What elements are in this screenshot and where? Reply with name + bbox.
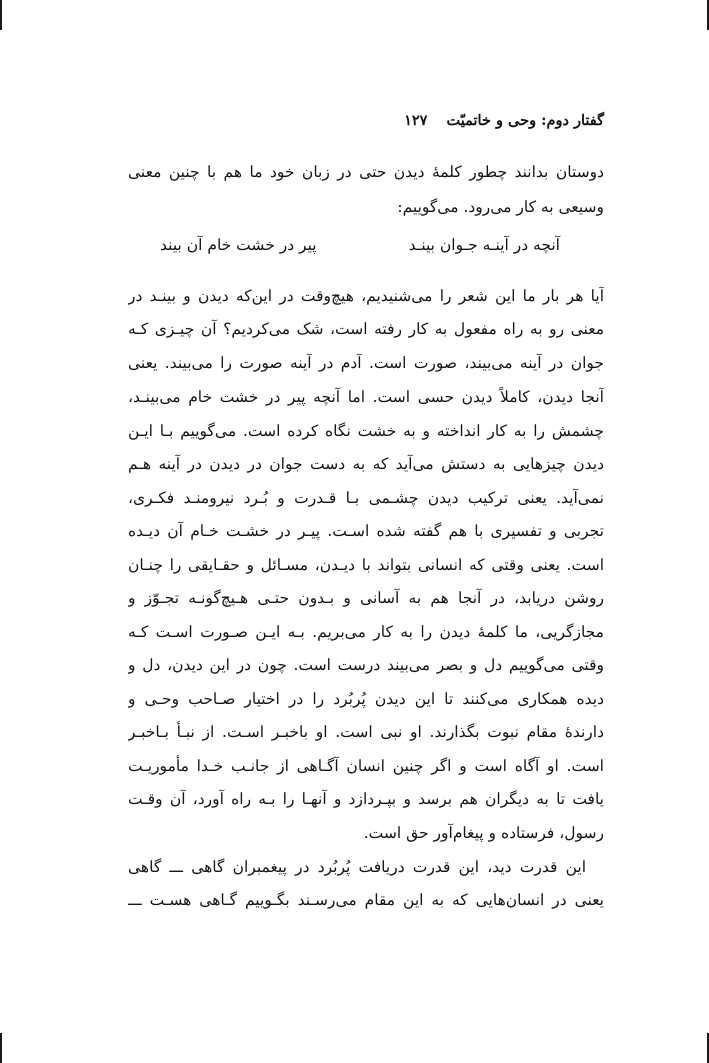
text-line: جوان در آینه می‌بیند، صورت است. آدم در آینه صورت را می‌بیند. یعنی bbox=[128, 354, 604, 372]
text-line: دارندۀ مقام نبوت بگذارند. او نبی است. او باخبـر اسـت. از نبـأ بـاخبـر bbox=[128, 723, 604, 741]
text-line: دوستان بدانند چطور کلمۀ دیدن حتی در زبان خود ما هم با چنین معنی bbox=[128, 163, 604, 181]
poem-verse bbox=[160, 232, 560, 258]
text-line: یافت تا به دیگران هم برسد و بپـردازد و آنهـا را بـه راه آورد، آن وقـت bbox=[128, 790, 604, 808]
text-line: تجربی و تفسیری با هم گفته شده اسـت. پیـر در خشـت خـام آن دیـده bbox=[128, 522, 604, 540]
text-line: وسیعی به کار می‌رود. می‌گوییم: bbox=[397, 198, 604, 216]
crop-mark-top-left bbox=[0, 0, 2, 30]
text-line: معنی رو به راه مفعول به کار رفته است، شک می‌کردیم؟ آن چیـزی کـه bbox=[128, 320, 604, 338]
verse-hemistich-1: آنچه در آینـه جـوان بینـد bbox=[408, 236, 560, 254]
running-head bbox=[404, 112, 604, 129]
page-number: ۱۲۷ bbox=[404, 112, 428, 129]
text-line: است. یعنی وقتی که انسانی بتواند با دیـدن، مسـائل و حقـایقی را چنـان bbox=[128, 556, 604, 574]
crop-mark-bottom-left bbox=[0, 1033, 2, 1063]
text-line: مجازگریی، ما کلمۀ دیدن را به کار می‌بریم. بـه ایـن صـورت اسـت کـه bbox=[128, 623, 604, 641]
text-line: این قدرت دید، این قدرت دریافت پُربُرد در پیغمبران گاهی ـــ گاهی bbox=[128, 858, 586, 876]
text-line: آنجا دیدن، کاملاً دیدن حسی است. اما آنچه پیر در خشت خام می‌بینـد، bbox=[128, 388, 604, 406]
verse-hemistich-2: پیر در خشت خام آن بیند bbox=[160, 236, 317, 254]
book-page bbox=[128, 0, 604, 1063]
text-line: چشمش را به کار انداخته و به خشت نگاه کرده است. می‌گوییم بـا ایـن bbox=[128, 422, 604, 440]
text-line: نمی‌آید. یعنی ترکیب دیدن چشـمی بـا قـدرت و بُـرد نیرومنـد فکـری، bbox=[128, 489, 604, 507]
text-line: است. او آگاه است و اگر چنین انسان آگـاهی از جانـب خـدا مأموریـت bbox=[128, 757, 604, 775]
text-line: آیا هر بار ما این شعر را می‌شنیدیم، هیچ‌وقت در این‌که دیدن و بینـد در bbox=[128, 287, 604, 305]
text-line: روشن دریابد، در آنجا هم به آسانی و بـدون حتـی هـیچ‌گونـه تجـوّز و bbox=[128, 589, 604, 607]
chapter-title: گفتار دوم: وحی و خاتمیّت bbox=[446, 112, 604, 129]
text-line: یعنی در انسان‌هایی که به این مقام می‌رسـند بگـوییم گـاهی هسـت ـــ bbox=[128, 891, 604, 909]
text-line: رسول، فرستاده و پیغام‌آور حق است. bbox=[363, 824, 604, 842]
text-line: دیده همکاری می‌کنند تا این دیدن پُربُرد را در اختیار صـاحب وحـی و bbox=[128, 690, 604, 708]
text-line: وقتی می‌گوییم دل و بصر می‌بیند درست است. چون در این دیدن، دل و bbox=[128, 656, 604, 674]
text-line: دیدن چیزهایی به دستش می‌آید که به دست جوان در دیدن در آینه هـم bbox=[128, 455, 604, 473]
